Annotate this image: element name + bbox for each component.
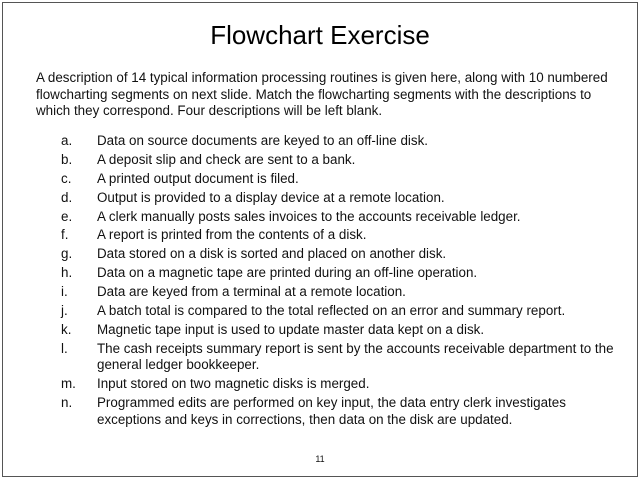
- item-text: A report is printed from the contents of a disk.: [97, 227, 367, 243]
- intro-paragraph: A description of 14 typical information processing routines is given here, along with 10 numbered flowcharting segments on next slide. Match the flowcharting segments with the descriptions to which they correspond. Four descriptions will be left blank.: [36, 70, 608, 118]
- item-letter: n.: [61, 395, 73, 411]
- item-letter: g.: [61, 246, 73, 262]
- item-letter: a.: [61, 133, 73, 148]
- item-letter: b.: [61, 151, 73, 167]
- list-item-j: [61, 303, 621, 320]
- item-text: Data stored on a disk is sorted and placed on another disk.: [97, 246, 447, 262]
- item-letter: d.: [61, 189, 73, 205]
- item-letter: i.: [61, 284, 68, 300]
- item-letter: j.: [61, 303, 68, 319]
- item-text: A printed output document is filed.: [97, 170, 299, 186]
- list-item-a: [61, 133, 621, 150]
- item-letter: l.: [61, 340, 68, 356]
- list-item-h: [61, 265, 621, 282]
- item-letter: h.: [61, 265, 73, 281]
- list-item-d: [61, 190, 621, 207]
- list-item-m: [61, 376, 621, 393]
- list-item-c: [61, 171, 621, 188]
- list-item-f: [61, 227, 621, 244]
- list-item-g: [61, 246, 621, 263]
- list-item-i: [61, 284, 621, 301]
- item-text: Input stored on two magnetic disks is merged.: [97, 376, 370, 392]
- item-text: A deposit slip and check are sent to a bank.: [97, 151, 356, 167]
- item-letter: f.: [61, 227, 69, 243]
- description-list: [61, 133, 621, 430]
- item-text: Data on source documents are keyed to an off-line disk.: [97, 133, 428, 148]
- item-letter: k.: [61, 321, 72, 337]
- item-text: Magnetic tape input is used to update master data kept on a disk.: [97, 321, 485, 337]
- item-letter: m.: [61, 376, 76, 392]
- list-item-b: [61, 152, 621, 169]
- item-text: Data on a magnetic tape are printed during an off-line operation.: [97, 265, 478, 281]
- slide: [2, 2, 638, 477]
- item-text: Data are keyed from a terminal at a remote location.: [97, 284, 406, 300]
- page-number: 11: [315, 454, 325, 464]
- list-item-l: [61, 341, 621, 374]
- list-item-k: [61, 322, 621, 339]
- item-text: Output is provided to a display device at a remote location.: [97, 189, 445, 205]
- list-item-e: [61, 209, 621, 226]
- item-letter: c.: [61, 170, 72, 186]
- list-item-n: [61, 395, 621, 428]
- slide-title: Flowchart Exercise: [210, 20, 430, 50]
- item-letter: e.: [61, 208, 73, 224]
- item-text: Programmed edits are performed on key input, the data entry clerk investigates exceptions and keys in corrections, then data on the disk are updated.: [97, 395, 566, 427]
- item-text: A clerk manually posts sales invoices to the accounts receivable ledger.: [97, 208, 521, 224]
- item-text: The cash receipts summary report is sent by the accounts receivable department to the general ledger bookkeeper.: [97, 340, 614, 373]
- item-text: A batch total is compared to the total reflected on an error and summary report.: [97, 303, 566, 319]
